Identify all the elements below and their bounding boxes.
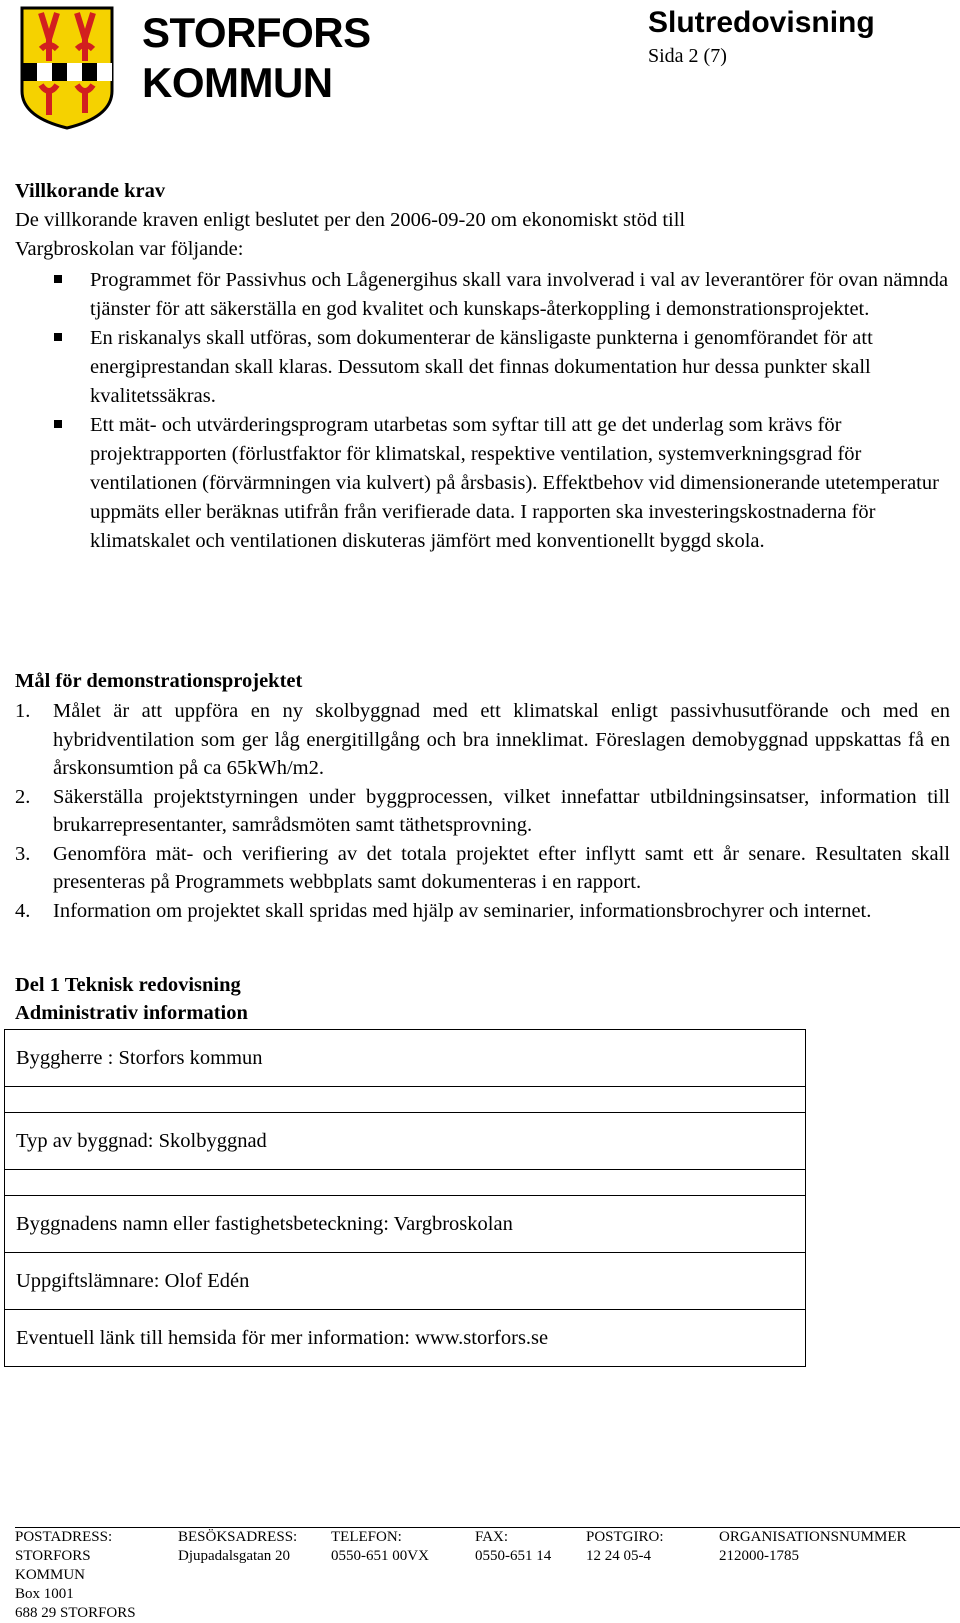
footer-postal	[15, 1528, 136, 1623]
footer-postal-label: POSTADRESS:	[15, 1529, 113, 1545]
goal-number: 2.	[15, 785, 31, 808]
org-name	[142, 8, 371, 108]
goal-number: 4.	[15, 899, 31, 922]
technical-heading: Del 1 Teknisk redovisning	[15, 974, 241, 996]
footer-fax	[475, 1528, 551, 1566]
conditions-intro-line1: De villkorande kraven enligt beslutet per den 2006-09-20 om ekonomiskt stöd till	[15, 209, 686, 231]
footer-fax-label: FAX:	[475, 1529, 509, 1545]
condition-bullet-1: Programmet för Passivhus och Lågenergihus skall vara involverad i val av leverantörer för ovan nämnda tjänster för att säkerställa en god kvalitet och kunskaps-återkoppling i demonstrationsprojektet.	[54, 266, 949, 324]
footer-phone	[331, 1528, 429, 1566]
goal-item	[15, 840, 950, 897]
storfors-crest-icon	[19, 5, 115, 131]
goal-item	[15, 783, 950, 840]
goal-text: Målet är att uppföra en ny skolbyggnad med ett klimatskal enligt passivhusutförande och med en hybridventilation som ger låg energitillgång och bra inneklimat. Föreslagen demobyggnad uppskattas få en årskonsumtion på ca 65kWh/m2.	[53, 700, 950, 779]
goal-item	[15, 897, 950, 926]
goal-text: Information om projektet skall spridas med hjälp av seminarier, informationsbrochyrer och internet.	[53, 899, 872, 922]
conditions-intro-line2: Vargbroskolan var följande:	[15, 238, 244, 260]
footer-orgnr-label: ORGANISATIONSNUMMER	[719, 1529, 907, 1545]
admin-info-heading: Administrativ information	[15, 1002, 248, 1024]
condition-bullet-2: En riskanalys skall utföras, som dokumenterar de känsligaste punkterna i genomförandet för att energiprestandan skall klaras. Dessutom skall det finnas dokumentation hur dessa punkter skall kvalitetssäkras.	[54, 324, 949, 411]
goals-list	[15, 697, 950, 925]
footer-giro-label: POSTGIRO:	[586, 1529, 664, 1545]
condition-bullet-3: Ett mät- och utvärderingsprogram utarbetas som syftar till att ge det underlag som krävs för projektrapporten (förlustfaktor för klimatskal, respektive ventilation, systemverkningsgrad för ventilationen (förvärmningen via kulvert) på årsbasis). Effektbehov vid dimensionerande utetemperatur uppmäts eller beräknas utifrån från verifierade data. I rapporten ska investeringskostnaderna för klimatskalet och ventilationen diskuteras jämfört med konventionellt byggd skola.	[54, 411, 949, 556]
goal-item	[15, 697, 950, 783]
admin-row-spacer	[5, 1087, 806, 1113]
org-name-line2: KOMMUN	[142, 59, 333, 106]
footer-phone-value: 0550-651 00VX	[331, 1548, 429, 1564]
goal-number: 1.	[15, 700, 31, 722]
org-name-line1: STORFORS	[142, 9, 371, 56]
page-footer	[15, 1527, 960, 1621]
footer-orgnr	[719, 1528, 907, 1566]
admin-info-table	[4, 1029, 806, 1367]
goal-text: Säkerställa projektstyrningen under byggprocessen, vilket innefattar utbildningsinsatser, information till brukarrepresentanter, samrådsmöten samt täthetsprovning.	[53, 785, 950, 836]
conditions-list	[54, 266, 949, 556]
footer-postal-line: 688 29 STORFORS	[15, 1605, 136, 1621]
footer-postal-line: KOMMUN	[15, 1567, 86, 1583]
admin-row-website: Eventuell länk till hemsida för mer information: www.storfors.se	[5, 1310, 806, 1367]
goal-text: Genomföra mät- och verifiering av det totala projektet efter inflytt samt ett år senare. Resultaten skall presenteras på Programmets webbplats samt dokumenteras i en rapport.	[53, 842, 950, 893]
footer-fax-value: 0550-651 14	[475, 1548, 552, 1564]
goals-heading: Mål för demonstrationsprojektet	[15, 670, 303, 692]
footer-visit-value: Djupadalsgatan 20	[178, 1548, 291, 1564]
conditions-heading: Villkorande krav	[15, 180, 166, 202]
admin-row-building-name: Byggnadens namn eller fastighetsbeteckning: Vargbroskolan	[5, 1196, 806, 1253]
document-title: Slutredovisning	[648, 6, 875, 39]
footer-visit	[178, 1528, 297, 1566]
footer-phone-label: TELEFON:	[331, 1529, 402, 1545]
footer-giro-value: 12 24 05-4	[586, 1548, 651, 1564]
admin-row-builder: Byggherre : Storfors kommun	[5, 1030, 806, 1087]
admin-row-spacer	[5, 1170, 806, 1196]
footer-giro	[586, 1528, 664, 1566]
footer-visit-label: BESÖKSADRESS:	[178, 1529, 298, 1545]
footer-orgnr-value: 212000-1785	[719, 1548, 799, 1564]
footer-postal-line: Box 1001	[15, 1586, 74, 1602]
goal-number: 3.	[15, 842, 31, 865]
footer-postal-line: STORFORS	[15, 1548, 91, 1564]
admin-row-building-type: Typ av byggnad: Skolbyggnad	[5, 1113, 806, 1170]
page-number: Sida 2 (7)	[648, 45, 727, 67]
admin-row-reporter: Uppgiftslämnare: Olof Edén	[5, 1253, 806, 1310]
